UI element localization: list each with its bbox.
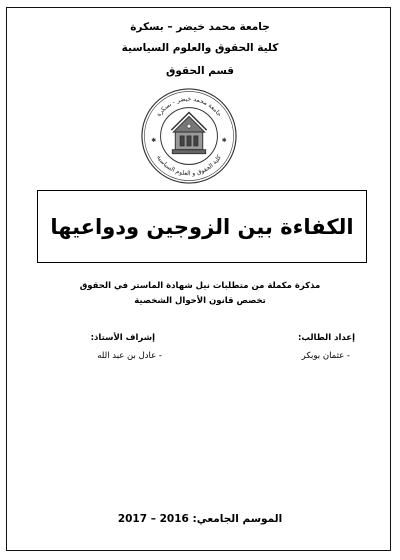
seal-arc-text-top: جامعة محمد خيضر - بسكرة xyxy=(155,95,223,118)
svg-text:✱: ✱ xyxy=(151,137,157,144)
thesis-requirement-line: مذكرة مكملة من متطلبات نيل شهادة الماستر في الحقوق xyxy=(79,281,321,291)
university-seal-logo xyxy=(140,87,238,185)
supervisor-name: - عادل بن عبد الله xyxy=(97,351,162,361)
specialization-line: تخصص قانون الأحوال الشخصية xyxy=(134,296,266,306)
student-name: - عثمان بوبكر xyxy=(301,351,350,361)
supervisor-label: إشراف الأستاذ: xyxy=(90,333,155,343)
university-name: جامعة محمد خيضر – بسكرة xyxy=(130,21,270,33)
svg-text:✱: ✱ xyxy=(221,137,227,144)
thesis-title-box xyxy=(37,190,367,263)
department-name: قسم الحقوق xyxy=(165,65,235,77)
academic-year: الموسم الجامعي: 2016 – 2017 xyxy=(117,513,283,525)
seal-arc-text-bottom: كلية الحقوق و العلوم السياسية xyxy=(155,154,223,178)
student-label: إعداد الطالب: xyxy=(297,333,355,343)
thesis-title: الكفاءة بين الزوجين ودواعيها xyxy=(50,214,354,239)
faculty-name: كلية الحقوق والعلوم السياسية xyxy=(121,42,279,54)
